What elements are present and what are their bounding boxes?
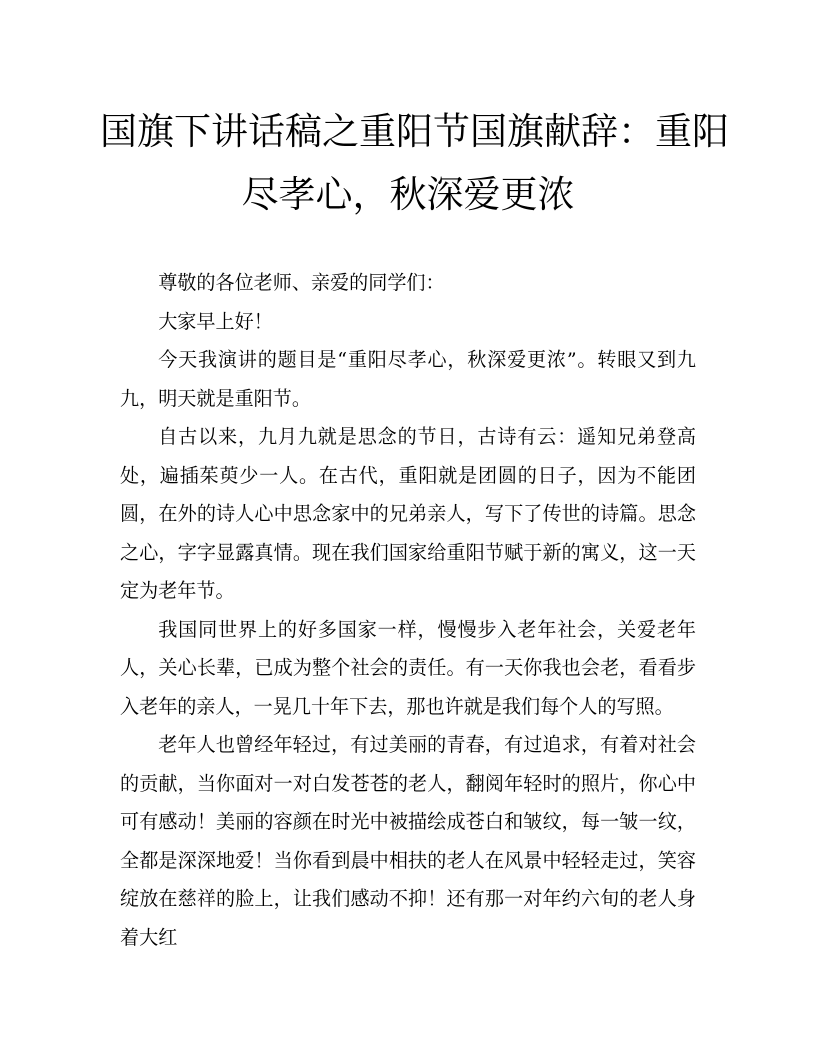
salutation-paragraph: 尊敬的各位老师、亲爱的同学们：	[158, 271, 445, 294]
body-paragraph: 今天我演讲的题目是“重阳尽孝心，秋深爱更浓”。转眼又到九九，明天就是重阳节。	[120, 348, 696, 410]
greeting-paragraph: 大家早上好！	[158, 309, 273, 333]
document-title-line-1: 国旗下讲话稿之重阳节国旗献辞：重阳	[100, 110, 729, 153]
document-body	[120, 264, 696, 957]
body-paragraph: 老年人也曾经年轻过，有过美丽的青春，有过追求，有着对社会的贡献，当你面对一对白发苍苍的老人，翻阅年轻时的照片，你心中可有感动！美丽的容颜在时光中被描绘成苍白和皱纹，每一皱一纹，全都是深深地爱！当你看到晨中相扶的老人在风景中轻轻走过，笑容绽放在慈祥的脸上，让我们感动不抑！还有那一对年约六旬的老人身着大红	[120, 733, 696, 949]
document-title-line-2: 尽孝心，秋深爱更浓	[241, 173, 575, 216]
body-paragraph: 我国同世界上的好多国家一样，慢慢步入老年社会，关爱老年人，关心长辈，已成为整个社会的责任。有一天你我也会老，看看步入老年的亲人，一晃几十年下去，那也许就是我们每个人的写照。	[120, 617, 696, 718]
body-paragraph: 自古以来，九月九就是思念的节日，古诗有云：遥知兄弟登高处，遍插茱萸少一人。在古代，重阳就是团圆的日子，因为不能团圆，在外的诗人心中思念家中的兄弟亲人，写下了传世的诗篇。思念之心，字字显露真情。现在我们国家给重阳节赋于新的寓义，这一天定为老年节。	[120, 425, 696, 602]
